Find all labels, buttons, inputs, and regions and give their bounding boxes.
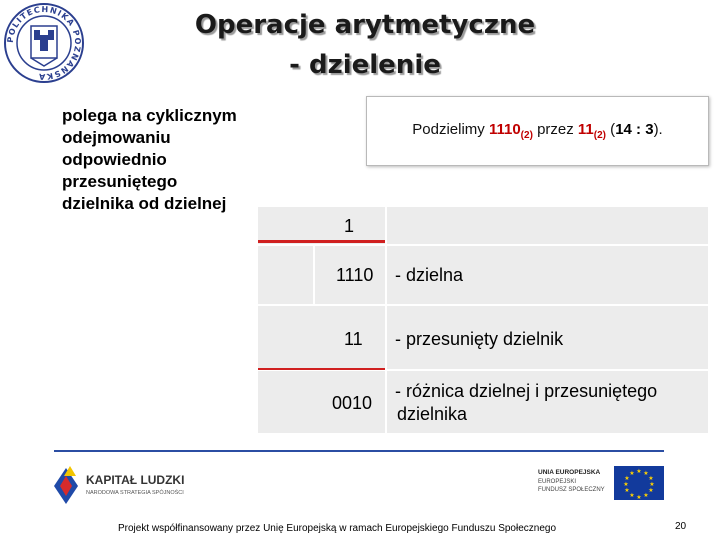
page-number: 20 [675,521,687,532]
svg-text:★: ★ [636,468,642,475]
svg-text:★: ★ [623,481,629,488]
difference-description-line-2: dzielnika [397,404,468,424]
dividend-number: 1110 [336,265,374,285]
example-dividend: 1110 [488,121,521,138]
example-divisor: 11 [577,121,594,138]
example-prefix: Podzielimy [412,121,489,138]
subtraction-line [258,368,385,370]
example-paren-close: ). [653,121,663,138]
shifted-divisor-number: 11 [344,329,363,349]
example-decimal-dividend: 14 [615,121,632,138]
left-text-line-5: dzielnika od dzielnej [62,194,227,213]
svg-text:★: ★ [624,487,630,494]
shifted-divisor-description: - przesunięty dzielnik [395,329,564,349]
example-box [366,96,709,166]
svg-text:★: ★ [643,470,649,477]
university-seal-logo [3,2,85,84]
example-paren-open: ( [606,121,616,138]
example-text [367,121,708,141]
example-middle: przez [532,121,578,138]
example-dividend-base: (2) [520,130,533,141]
difference-description-line-1: - różnica dzielnej i przesuniętego [395,381,658,401]
footer-text: Projekt współfinansowany przez Unię Europejską w ramach Europejskiego Funduszu Społecznego [118,523,557,534]
svg-text:★: ★ [629,470,635,477]
left-text-line-1: polega na cyklicznym [62,106,237,125]
eu-social-fund-logo [530,462,668,504]
svg-text:★: ★ [648,487,654,494]
quotient-digit: 1 [344,216,355,236]
eu-logo-line-2: EUROPEJSKI [538,479,577,485]
example-decimal-divisor: 3 [645,121,654,138]
left-text-line-2: odejmowaniu [62,128,171,147]
table-divider-row-2 [258,304,708,306]
left-text-line-4: przesuniętego [62,172,178,191]
difference-number: 0010 [332,393,373,413]
eu-logo-line-3: FUNDUSZ SPOŁECZNY [538,487,605,493]
example-decimal-separator: : [631,121,646,138]
svg-text:★: ★ [629,492,635,499]
svg-text:★: ★ [649,481,655,488]
table-divider-row-1 [258,244,708,246]
dividend-description: - dzielna [395,265,464,285]
svg-text:★: ★ [643,492,649,499]
quotient-underline [258,240,385,243]
seal-text: POLITECHNIKA POZNAŃSKA [5,4,83,82]
example-divisor-base: (2) [593,130,607,141]
title-line-2: - dzielenie [289,50,441,80]
svg-text:★: ★ [636,494,642,501]
table-divider-vertical [385,207,387,433]
svg-text:★: ★ [648,475,654,482]
kapital-ludzki-logo-subtitle: NARODOWA STRATEGIA SPÓJNOŚCI [86,490,184,496]
left-text-line-3: odpowiednio [62,150,167,169]
svg-text:★: ★ [624,475,630,482]
title-line-1: Operacje arytmetyczne [194,10,536,40]
kapital-ludzki-logo [52,462,202,508]
table-divider-left [313,245,315,305]
kapital-ludzki-logo-name: KAPITAŁ LUDZKI [86,473,185,487]
eu-logo-line-1: UNIA EUROPEJSKA [538,469,601,476]
footer-divider [54,450,664,452]
